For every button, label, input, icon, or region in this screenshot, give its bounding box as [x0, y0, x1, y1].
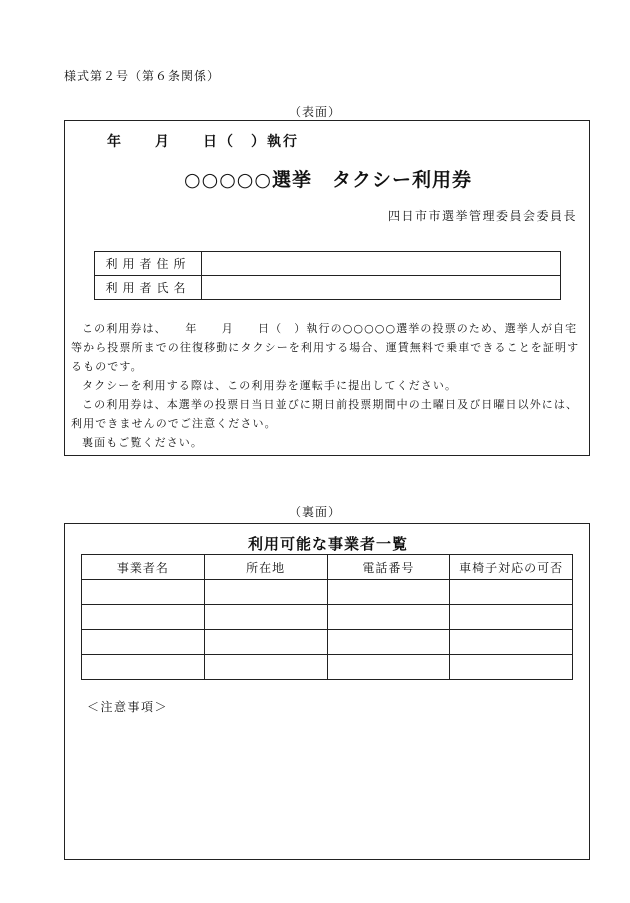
table-cell[interactable] [327, 655, 450, 680]
table-cell[interactable] [82, 655, 205, 680]
instruction-paragraph: この利用券は、 年 月 日（ ）執行の○○○○○選挙の投票のため、選挙人が自宅等から投票所までの往復移動にタクシーを利用する場合、運賃無料で乗車できることを証明するものです。 [71, 322, 580, 373]
election-date-line: 年 月 日（ ）執行 [107, 134, 299, 150]
column-header-wheelchair: 車椅子対応の可否 [450, 555, 573, 580]
column-header-phone: 電話番号 [327, 555, 450, 580]
user-address-field[interactable] [202, 252, 561, 276]
table-cell[interactable] [82, 630, 205, 655]
ticket-title: ○○○○○選挙 タクシー利用券 [184, 169, 472, 191]
user-info-table [94, 251, 561, 300]
ticket-back-panel [64, 523, 590, 860]
user-name-field[interactable] [202, 276, 561, 300]
instruction-paragraph: この利用券は、本選挙の投票日当日並びに期日前投票期間中の土曜日及び日曜日以外には、利用できませんのでご注意ください。 [71, 398, 579, 430]
column-header-location: 所在地 [204, 555, 327, 580]
user-address-label: 利用者住所 [95, 252, 202, 276]
table-cell[interactable] [204, 605, 327, 630]
table-cell[interactable] [327, 580, 450, 605]
table-cell[interactable] [327, 605, 450, 630]
table-row [82, 605, 573, 630]
operator-table-header [82, 555, 573, 580]
user-name-row [95, 276, 561, 300]
instruction-paragraph: 裏面もご覧ください。 [82, 436, 203, 449]
table-cell[interactable] [327, 630, 450, 655]
notes-heading: ＜注意事項＞ [87, 700, 169, 714]
table-row [82, 630, 573, 655]
operator-list-title: 利用可能な事業者一覧 [247, 535, 408, 553]
ticket-instructions [71, 319, 585, 452]
front-side-label: （表面） [288, 105, 341, 119]
table-cell[interactable] [450, 655, 573, 680]
ticket-front-panel [64, 120, 590, 456]
table-cell[interactable] [450, 580, 573, 605]
user-name-label: 利用者氏名 [95, 276, 202, 300]
form-number: 様式第２号（第６条関係） [64, 69, 221, 83]
table-row [82, 655, 573, 680]
table-row [82, 580, 573, 605]
column-header-operator-name: 事業者名 [82, 555, 205, 580]
table-cell[interactable] [204, 655, 327, 680]
user-address-row [95, 252, 561, 276]
issuer-name: 四日市市選挙管理委員会委員長 [387, 209, 577, 223]
operator-table [81, 554, 573, 680]
table-cell[interactable] [450, 630, 573, 655]
table-cell[interactable] [82, 580, 205, 605]
back-side-label: （裏面） [288, 505, 341, 519]
instruction-paragraph: タクシーを利用する際は、この利用券を運転手に提出してください。 [82, 379, 458, 392]
table-cell[interactable] [82, 605, 205, 630]
table-cell[interactable] [450, 605, 573, 630]
table-cell[interactable] [204, 630, 327, 655]
table-cell[interactable] [204, 580, 327, 605]
